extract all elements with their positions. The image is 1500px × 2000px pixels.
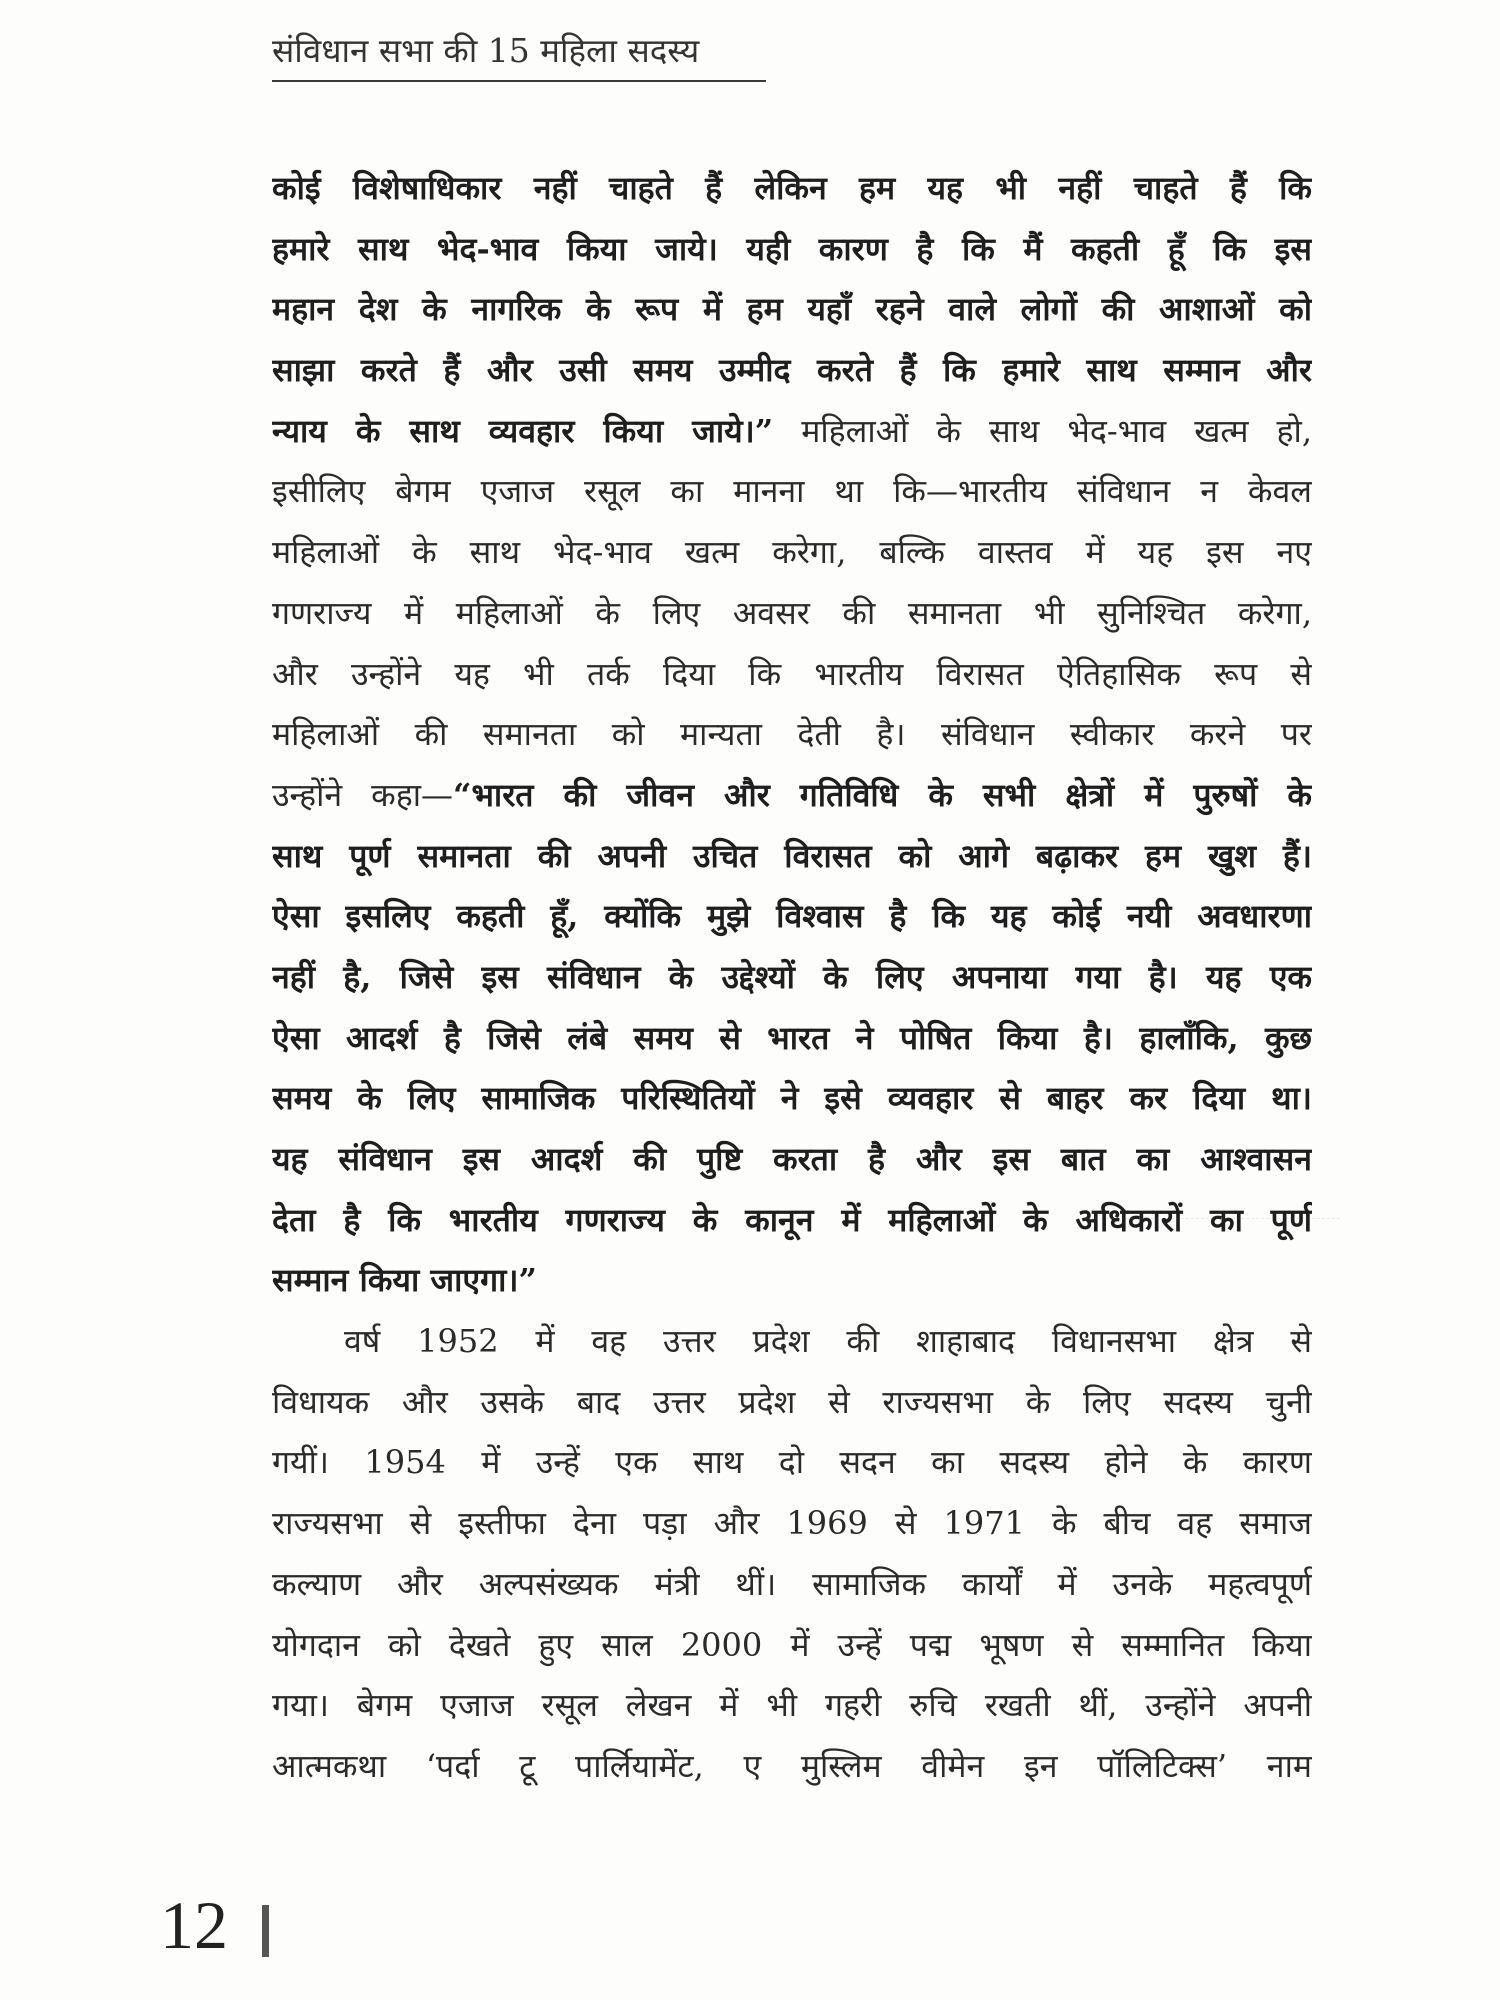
page-number-bar: [262, 1905, 269, 1957]
text-segment: महिलाओं के साथ भेद-भाव खत्म हो,: [773, 411, 1312, 450]
text-segment: राज्यसभा से इस्तीफा देना पड़ा और 1969 से 1971 के बीच वह समाज: [272, 1504, 1312, 1543]
text-line: [272, 886, 1312, 947]
text-line: [272, 583, 1312, 644]
body-text: [272, 158, 1312, 1797]
bold-text-segment: साझा करते हैं और उसी समय उम्मीद करते हैं कि हमारे साथ सम्मान और: [272, 351, 1312, 390]
bold-text-segment: कोई विशेषाधिकार नहीं चाहते हैं लेकिन हम यह भी नहीं चाहते हैं कि: [272, 169, 1312, 207]
bold-text-segment: हमारे साथ भेद-भाव किया जाये। यही कारण है कि मैं कहती हूँ कि इस: [272, 229, 1312, 268]
text-segment: इसीलिए बेगम एजाज रसूल का मानना था कि—भारतीय संविधान न केवल: [272, 472, 1312, 511]
bold-text-segment: ऐसा इसलिए कहती हूँ, क्योंकि मुझे विश्वास है कि यह कोई नयी अवधारणा: [272, 897, 1312, 936]
text-segment: योगदान को देखते हुए साल 2000 में उन्हें पद्म भूषण से सम्मानित किया: [272, 1625, 1312, 1664]
text-line: [272, 947, 1312, 1008]
text-line: [272, 1311, 1312, 1372]
text-segment: गयीं। 1954 में उन्हें एक साथ दो सदन का सदस्य होने के कारण: [272, 1443, 1312, 1482]
text-line: [272, 158, 1312, 219]
text-segment: कल्याण और अल्पसंख्यक मंत्री थीं। सामाजिक कार्यों में उनके महत्वपूर्ण: [272, 1564, 1312, 1603]
text-segment: गणराज्य में महिलाओं के लिए अवसर की समानता भी सुनिश्चित करेगा,: [272, 593, 1312, 632]
text-line: [272, 1129, 1312, 1190]
text-line: [272, 522, 1312, 583]
text-line: [272, 644, 1312, 705]
text-line: [272, 1554, 1312, 1615]
text-segment: वर्ष 1952 में वह उत्तर प्रदेश की शाहाबाद विधानसभा क्षेत्र से: [344, 1322, 1312, 1361]
text-line: [272, 765, 1312, 826]
text-line: [272, 1493, 1312, 1554]
page-number: 12: [160, 1887, 228, 1963]
text-segment: आत्मकथा ‘पर्दा टू पार्लियामेंट, ए मुस्लिम वीमेन इन पॉलिटिक्स’ नाम: [272, 1746, 1312, 1785]
text-line: [272, 704, 1312, 765]
bold-text-segment: नहीं है, जिसे इस संविधान के उद्देश्यों के लिए अपनाया गया है। यह एक: [272, 957, 1312, 996]
scan-speck: [1080, 1218, 1340, 1239]
bold-text-segment: देता है कि भारतीय गणराज्य के कानून में महिलाओं के अधिकारों का पूर्ण: [272, 1200, 1312, 1239]
text-line: [272, 401, 1312, 462]
text-line: [272, 1372, 1312, 1433]
bold-text-segment: ऐसा आदर्श है जिसे लंबे समय से भारत ने पोषित किया है। हालाँकि, कुछ: [272, 1018, 1312, 1057]
text-line: [272, 461, 1312, 522]
bold-text-segment: “भारत की जीवन और गतिविधि के सभी क्षेत्रों में पुरुषों के: [453, 775, 1312, 814]
text-line: [272, 1068, 1312, 1129]
bold-text-segment: यह संविधान इस आदर्श की पुष्टि करता है और इस बात का आश्वासन: [272, 1140, 1312, 1178]
text-segment: महिलाओं की समानता को मान्यता देती है। संविधान स्वीकार करने पर: [272, 715, 1312, 754]
bold-text-segment: महान देश के नागरिक के रूप में हम यहाँ रहने वाले लोगों की आशाओं को: [272, 290, 1312, 329]
text-line: [272, 1250, 1312, 1311]
text-segment: और उन्होंने यह भी तर्क दिया कि भारतीय विरासत ऐतिहासिक रूप से: [272, 654, 1312, 693]
bold-text-segment: साथ पूर्ण समानता की अपनी उचित विरासत को आगे बढ़ाकर हम खुश हैं।: [272, 836, 1312, 875]
bold-text-segment: सम्मान किया जाएगा।”: [272, 1261, 537, 1300]
text-line: [272, 219, 1312, 280]
header-rule: [272, 80, 766, 82]
text-line: [272, 340, 1312, 401]
bold-text-segment: न्याय के साथ व्यवहार किया जाये।”: [272, 411, 774, 450]
text-segment: उन्होंने कहा—: [272, 775, 454, 814]
text-line: [272, 1008, 1312, 1069]
running-header: संविधान सभा की 15 महिला सदस्य: [272, 31, 700, 70]
text-segment: गया। बेगम एजाज रसूल लेखन में भी गहरी रुचि रखती थीं, उन्होंने अपनी: [272, 1686, 1312, 1725]
text-line: [272, 279, 1312, 340]
text-segment: महिलाओं के साथ भेद-भाव खत्म करेगा, बल्कि वास्तव में यह इस नए: [272, 533, 1312, 572]
bold-text-segment: समय के लिए सामाजिक परिस्थितियों ने इसे व्यवहार से बाहर कर दिया था।: [272, 1079, 1312, 1118]
text-line: [272, 1736, 1312, 1797]
text-line: [272, 1432, 1312, 1493]
text-line: [272, 1615, 1312, 1676]
text-line: [272, 1675, 1312, 1736]
text-line: [272, 826, 1312, 887]
text-segment: विधायक और उसके बाद उत्तर प्रदेश से राज्यसभा के लिए सदस्य चुनी: [272, 1382, 1312, 1421]
